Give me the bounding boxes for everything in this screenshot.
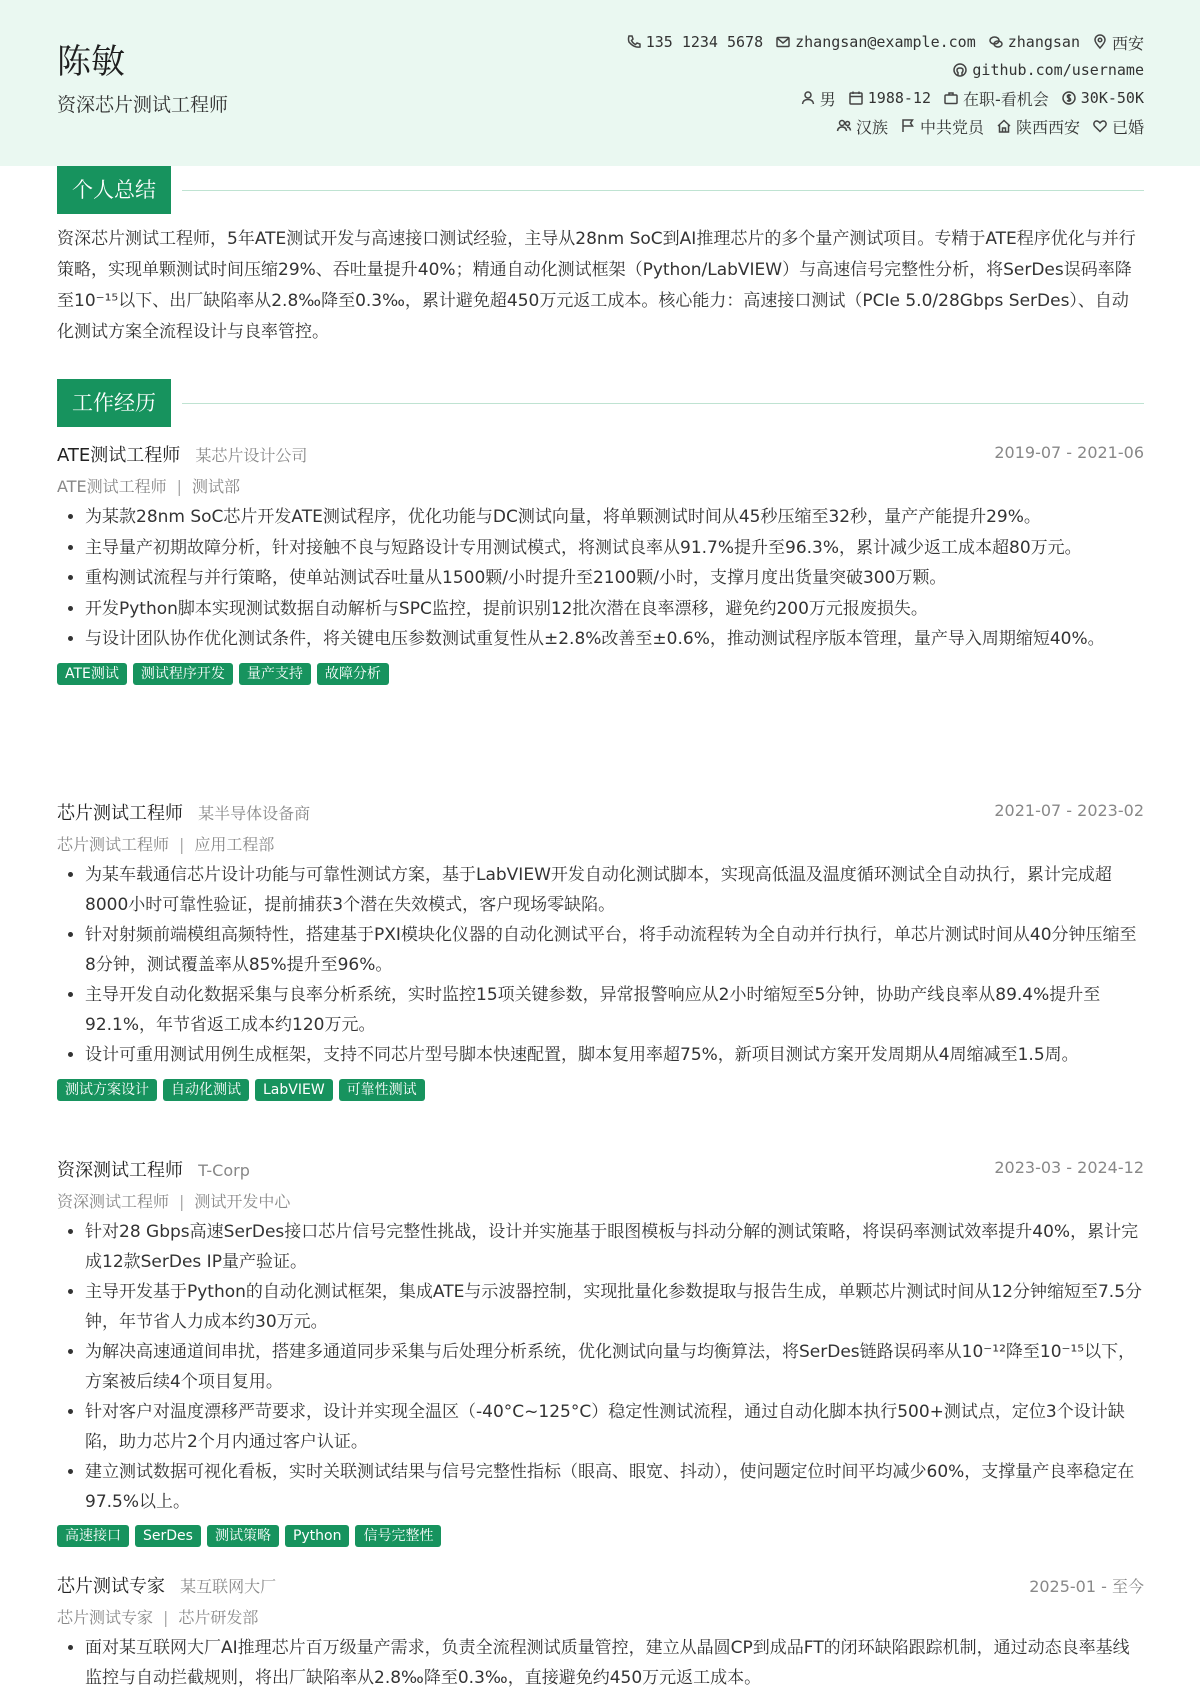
location-text: 西安 [1111,33,1144,53]
job-company: T-Corp [198,1161,250,1180]
status-text: 在职-看机会 [963,89,1049,109]
flag-icon [900,118,916,134]
phone-icon [626,34,642,50]
email-item[interactable] [775,33,976,51]
github-icon [952,62,968,78]
job-bullets [57,1634,1144,1693]
gender-text: 男 [819,89,836,109]
job-dept: 芯片研发部 [178,1608,259,1627]
list-item: • 面对某互联网大厂AI推理芯片百万级量产需求，负责全流程测试质量管控，建立从晶圆CP到成品FT的闭环缺陷跟踪机制，通过动态良率基线监控与自动拦截规则，将出厂缺陷率从2.8‰降至0.3‰，直接避免约450万元返工成本。 [85,1634,1144,1693]
politics-item [900,115,984,138]
list-item: • 为某款28nm SoC芯片开发ATE测试程序，优化功能与DC测试向量，将单颗测试时间从45秒压缩至32秒，量产产能提升29%。 [85,503,1144,533]
location-pin-icon [1092,34,1108,50]
job-title: 芯片测试专家 [57,1576,165,1597]
salary-item [1061,89,1144,107]
section-divider [182,190,1144,191]
birth-item [848,89,931,107]
job-entry-1: ATE测试工程师 某芯片设计公司 2019-07 - 2021-06 ATE测试工程师 | 测试部 • 为某款28nm SoC芯片开发ATE测试程序，优化功能与DC测试向量，将单颗测试时间从45秒压缩至32秒，量产产能提升29%。 • 主导量产初期故障分析，针对接触不良与短路设计专用测试模式，将测试良率从91.7%提升至96.3%，累计减少返工成本超80万元。 • 重构测试流程与并行策略，使单站测试吞吐量从1500颗/小时提升至2100颗/小时，支撑月度出货量突破300万颗。 • 开发Python脚本实现测试数据自动解析与SPC监控，提前识别12批次潜在良率漂移，避免约200万元报废损失。 • 与设计团队协作优化测试条件，将关键电压参数测试重复性从±2.8%改善至±0.6%，推动测试程序版本管理，量产导入周期缩短40%。 ATE测试 测试程序开发 量产支持 故障分析 [57,441,1144,685]
job-dept: 测试部 [191,477,240,496]
heart-icon [1092,118,1108,134]
job-title: 资深测试工程师 [57,1160,183,1181]
summary-section-header [57,166,1144,214]
skill-tag: 自动化测试 [163,1079,249,1101]
skill-tag: 高速接口 [57,1525,129,1547]
hometown-item [996,115,1080,138]
user-icon [800,90,816,106]
experience-section-title: 工作经历 [57,379,171,427]
summary-section-title: 个人总结 [57,166,171,214]
wechat-icon [988,34,1004,50]
marital-text: 已婚 [1111,117,1144,137]
skill-tag: LabVIEW [255,1079,333,1101]
list-item: • 主导开发基于Python的自动化测试框架，集成ATE与示波器控制，实现批量化参数提取与报告生成，单颗芯片测试时间从12分钟缩短至7.5分钟，年节省人力成本约30万元。 [85,1278,1144,1337]
job-company: 某芯片设计公司 [195,446,308,465]
hometown-text: 陕西西安 [1015,117,1080,137]
ethnicity-text: 汉族 [855,117,888,137]
job-company: 某半导体设备商 [198,804,311,823]
job-company: 某互联网大厂 [180,1577,277,1596]
skill-tag: 信号完整性 [355,1525,441,1547]
job-role: 芯片测试专家 [57,1608,154,1627]
list-item: • 为解决高速通道间串扰，搭建多通道同步采集与后处理分析系统，优化测试向量与均衡算法，将SerDes链路误码率从10⁻¹²降至10⁻¹⁵以下，方案被后续4个项目复用。 [85,1338,1144,1397]
email-text[interactable]: zhangsan@example.com [795,33,976,51]
job-date: 2025-01 - 至今 [1029,1577,1144,1596]
job-role: 芯片测试工程师 [57,835,170,854]
skill-tag: 量产支持 [239,663,311,685]
github-text[interactable]: github.com/username [972,61,1144,79]
coin-icon [1061,90,1077,106]
briefcase-icon [943,90,959,106]
summary-text: 资深芯片测试工程师，5年ATE测试开发与高速接口测试经验，主导从28nm SoC到AI推理芯片的多个量产测试项目。专精于ATE程序优化与并行策略，实现单颗测试时间压缩29%、吞吐量提升40%；精通自动化测试框架（Python/LabVIEW）与高速信号完整性分析，将SerDes误码率降至10⁻¹⁵以下、出厂缺陷率从2.8‰降至0.3‰，累计避免超450万元返工成本。核心能力：高速接口测试（PCIe 5.0/28Gbps SerDes）、自动化测试方案全流程设计与良率管控。 [57,229,1136,342]
job-date: 2019-07 - 2021-06 [994,443,1144,462]
job-bullets [57,1218,1144,1517]
job-entry-2: 芯片测试工程师 某半导体设备商 2021-07 - 2023-02 芯片测试工程师 | 应用工程部 • 为某车载通信芯片设计功能与可靠性测试方案，基于LabVIEW开发自动化测试脚本，实现高低温及温度循环测试全自动执行，累计完成超8000小时可靠性验证，提前捕获3个潜在失效模式，客户现场零缺陷。 • 针对射频前端模组高频特性，搭建基于PXI模块化仪器的自动化测试平台，将手动流程转为全自动并行执行，单芯片测试时间从40分钟压缩至8分钟，测试覆盖率从85%提升至96%。 • 主导开发自动化数据采集与良率分析系统，实时监控15项关键参数，异常报警响应从2小时缩短至5分钟，协助产线良率从89.4%提升至92.1%，年节省返工成本约120万元。 • 设计可重用测试用例生成框架，支持不同芯片型号脚本快速配置，脚本复用率超75%，新项目测试方案开发周期从4周缩减至1.5周。 测试方案设计 自动化测试 LabVIEW 可靠性测试 [57,799,1144,1101]
skill-tag: Python [285,1525,350,1547]
list-item: • 重构测试流程与并行策略，使单站测试吞吐量从1500颗/小时提升至2100颗/小时，支撑月度出货量突破300万颗。 [85,564,1144,594]
skill-tag: ATE测试 [57,663,127,685]
list-item: • 针对28 Gbps高速SerDes接口芯片信号完整性挑战，设计并实施基于眼图模板与抖动分解的测试策略，将误码率测试效率提升40%，累计完成12款SerDes IP量产验证。 [85,1218,1144,1277]
section-divider [182,403,1144,404]
mail-icon [775,34,791,50]
list-item: • 设计可重用测试用例生成框架，支持不同芯片型号脚本快速配置，脚本复用率超75%，新项目测试方案开发周期从4周缩减至1.5周。 [85,1041,1144,1071]
birth-text: 1988-12 [867,89,931,107]
job-title: ATE测试工程师 [57,445,181,466]
list-item: • 开发Python脚本实现测试数据自动解析与SPC监控，提前识别12批次潜在良率漂移，避免约200万元报废损失。 [85,595,1144,625]
politics-text: 中共党员 [919,117,984,137]
contact-info [504,28,1144,140]
skill-tag: 测试策略 [207,1525,279,1547]
job-title: 芯片测试工程师 [57,803,183,824]
resume-header [0,0,1200,166]
job-dept: 应用工程部 [194,835,275,854]
job-role: ATE测试工程师 [57,477,167,496]
skill-tag: 故障分析 [317,663,389,685]
wechat-text: zhangsan [1007,33,1080,51]
candidate-name: 陈敏 [57,42,125,82]
job-dept: 测试开发中心 [194,1192,291,1211]
wechat-item [988,33,1080,51]
salary-text: 30K-50K [1080,89,1144,107]
job-entry-3: 资深测试工程师 T-Corp 2023-03 - 2024-12 资深测试工程师 | 测试开发中心 • 针对28 Gbps高速SerDes接口芯片信号完整性挑战，设计并实施基于眼图模板与抖动分解的测试策略，将误码率测试效率提升40%，累计完成12款SerDes IP量产验证。 • 主导开发基于Python的自动化测试框架，集成ATE与示波器控制，实现批量化参数提取与报告生成，单颗芯片测试时间从12分钟缩短至7.5分钟，年节省人力成本约30万元。 • 为解决高速通道间串扰，搭建多通道同步采集与后处理分析系统，优化测试向量与均衡算法，将SerDes链路误码率从10⁻¹²降至10⁻¹⁵以下，方案被后续4个项目复用。 • 针对客户对温度漂移严苛要求，设计并实现全温区（-40°C~125°C）稳定性测试流程，通过自动化脚本执行500+测试点，定位3个设计缺陷，助力芯片2个月内通过客户认证。 • 建立测试数据可视化看板，实时关联测试结果与信号完整性指标（眼高、眼宽、抖动），使问题定位时间平均减少60%，支撑量产良率稳定在97.5%以上。 高速接口 SerDes 测试策略 Python 信号完整性 [57,1156,1144,1547]
job-bullets [57,861,1144,1071]
list-item: • 与设计团队协作优化测试条件，将关键电压参数测试重复性从±2.8%改善至±0.6%，推动测试程序版本管理，量产导入周期缩短40%。 [85,625,1144,655]
status-item [943,87,1049,110]
phone-text: 135 1234 5678 [645,33,764,51]
list-item: • 主导开发自动化数据采集与良率分析系统，实时监控15项关键参数，异常报警响应从2小时缩短至5分钟，协助产线良率从89.4%提升至92.1%，年节省返工成本约120万元。 [85,981,1144,1040]
job-date: 2021-07 - 2023-02 [994,801,1144,820]
job-tags [57,663,1144,685]
ethnicity-item [836,115,888,138]
experience-section-header [57,379,1144,427]
skill-tag: 可靠性测试 [339,1079,425,1101]
gender-item [800,87,836,110]
list-item: • 建立测试数据可视化看板，实时关联测试结果与信号完整性指标（眼高、眼宽、抖动），使问题定位时间平均减少60%，支撑量产良率稳定在97.5%以上。 [85,1458,1144,1517]
job-entry-4: 芯片测试专家 某互联网大厂 2025-01 - 至今 芯片测试专家 | 芯片研发部 • 面对某互联网大厂AI推理芯片百万级量产需求，负责全流程测试质量管控，建立从晶圆CP到成品FT的闭环缺陷跟踪机制，通过动态良率基线监控与自动拦截规则，将出厂缺陷率从2.8‰降至0.3‰，直接避免约450万元返工成本。 [57,1572,1144,1694]
phone-item [626,33,763,51]
job-role: 资深测试工程师 [57,1192,170,1211]
calendar-icon [848,90,864,106]
skill-tag: SerDes [135,1525,201,1547]
list-item: • 针对客户对温度漂移严苛要求，设计并实现全温区（-40°C~125°C）稳定性测试流程，通过自动化脚本执行500+测试点，定位3个设计缺陷，助力芯片2个月内通过客户认证。 [85,1398,1144,1457]
job-date: 2023-03 - 2024-12 [994,1158,1144,1177]
users-icon [836,118,852,134]
home-icon [996,118,1012,134]
list-item: • 针对射频前端模组高频特性，搭建基于PXI模块化仪器的自动化测试平台，将手动流程转为全自动并行执行，单芯片测试时间从40分钟压缩至8分钟，测试覆盖率从85%提升至96%。 [85,921,1144,980]
job-tags [57,1525,1144,1547]
skill-tag: 测试程序开发 [133,663,233,685]
marital-item [1092,115,1144,138]
skill-tag: 测试方案设计 [57,1079,157,1101]
list-item: • 主导量产初期故障分析，针对接触不良与短路设计专用测试模式，将测试良率从91.7%提升至96.3%，累计减少返工成本超80万元。 [85,534,1144,564]
list-item: • 为某车载通信芯片设计功能与可靠性测试方案，基于LabVIEW开发自动化测试脚本，实现高低温及温度循环测试全自动执行，累计完成超8000小时可靠性验证，提前捕获3个潜在失效模式，客户现场零缺陷。 [85,861,1144,920]
job-bullets [57,503,1144,655]
candidate-title: 资深芯片测试工程师 [57,94,229,116]
location-item [1092,31,1144,54]
job-tags [57,1079,1144,1101]
github-item[interactable] [952,61,1144,79]
